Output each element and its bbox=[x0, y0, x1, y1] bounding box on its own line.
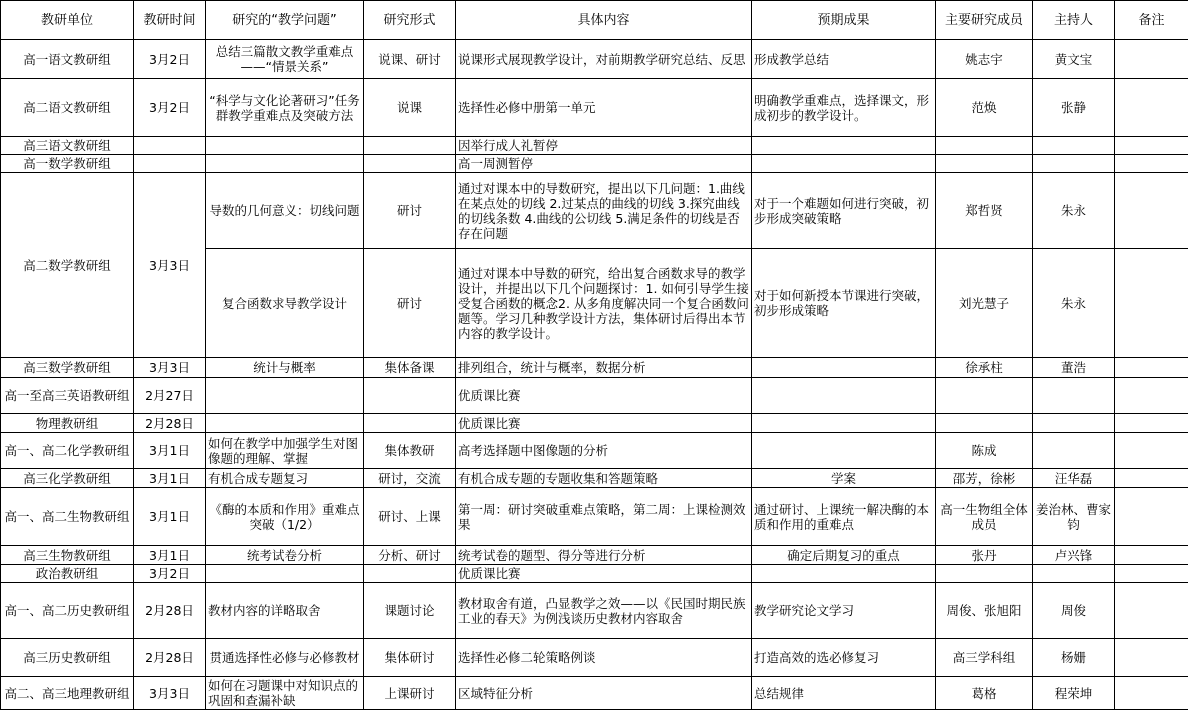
cell-unit: 高一、高二历史教研组 bbox=[1, 583, 134, 639]
cell-result: 教学研究论文学习 bbox=[752, 583, 936, 639]
cell-content: 高考选择题中图像题的分析 bbox=[456, 433, 752, 469]
cell-content: 选择性必修中册第一单元 bbox=[456, 79, 752, 137]
cell-members: 郑哲贤 bbox=[936, 173, 1033, 249]
cell-problem: 总结三篇散文教学重难点——“情景关系” bbox=[206, 40, 364, 79]
cell-members bbox=[936, 414, 1033, 433]
cell-time: 3月1日 bbox=[134, 469, 206, 488]
table-row bbox=[1, 469, 1188, 488]
cell-unit: 物理教研组 bbox=[1, 414, 134, 433]
cell-time: 2月28日 bbox=[134, 583, 206, 639]
cell-note bbox=[1115, 358, 1188, 378]
table-row bbox=[1, 414, 1188, 433]
cell-time: 3月3日 bbox=[134, 173, 206, 358]
cell-result bbox=[752, 137, 936, 155]
cell-host: 朱永 bbox=[1033, 249, 1115, 358]
cell-form: 研讨 bbox=[364, 249, 456, 358]
cell-note bbox=[1115, 488, 1188, 546]
cell-host bbox=[1033, 565, 1115, 583]
cell-members bbox=[936, 137, 1033, 155]
cell-members bbox=[936, 565, 1033, 583]
cell-unit: 高一至高三英语教研组 bbox=[1, 378, 134, 414]
cell-host: 卢兴锋 bbox=[1033, 546, 1115, 565]
cell-result bbox=[752, 155, 936, 173]
cell-members: 姚志宇 bbox=[936, 40, 1033, 79]
cell-form: 说课、研讨 bbox=[364, 40, 456, 79]
cell-time: 3月2日 bbox=[134, 565, 206, 583]
cell-result bbox=[752, 414, 936, 433]
table-row bbox=[1, 565, 1188, 583]
cell-members bbox=[936, 378, 1033, 414]
cell-note bbox=[1115, 433, 1188, 469]
cell-problem: 《酶的本质和作用》重难点突破（1/2） bbox=[206, 488, 364, 546]
cell-unit: 政治教研组 bbox=[1, 565, 134, 583]
cell-note bbox=[1115, 583, 1188, 639]
table-row bbox=[1, 40, 1188, 79]
table-row bbox=[1, 639, 1188, 677]
cell-content: 教材取舍有道，凸显教学之效——以《民国时期民族工业的春天》为例浅谈历史教材内容取舍 bbox=[456, 583, 752, 639]
cell-unit: 高一、高二化学教研组 bbox=[1, 433, 134, 469]
cell-host: 黄文宝 bbox=[1033, 40, 1115, 79]
cell-note bbox=[1115, 565, 1188, 583]
cell-time bbox=[134, 137, 206, 155]
table-row bbox=[1, 546, 1188, 565]
cell-content: 说课形式展现教学设计，对前期教学研究总结、反思 bbox=[456, 40, 752, 79]
cell-host: 董浩 bbox=[1033, 358, 1115, 378]
cell-problem bbox=[206, 155, 364, 173]
cell-result: 学案 bbox=[752, 469, 936, 488]
cell-result: 总结规律 bbox=[752, 677, 936, 710]
cell-content: 排列组合，统计与概率，数据分析 bbox=[456, 358, 752, 378]
cell-members: 周俊、张旭阳 bbox=[936, 583, 1033, 639]
table-row bbox=[1, 173, 1188, 249]
cell-result: 明确教学重难点，选择课文，形成初步的教学设计。 bbox=[752, 79, 936, 137]
cell-form bbox=[364, 137, 456, 155]
cell-time: 3月2日 bbox=[134, 79, 206, 137]
cell-host: 朱永 bbox=[1033, 173, 1115, 249]
cell-members: 陈成 bbox=[936, 433, 1033, 469]
cell-host: 杨姗 bbox=[1033, 639, 1115, 677]
cell-host: 张静 bbox=[1033, 79, 1115, 137]
cell-form bbox=[364, 378, 456, 414]
cell-time: 3月1日 bbox=[134, 546, 206, 565]
header-result: 预期成果 bbox=[752, 1, 936, 40]
cell-form bbox=[364, 414, 456, 433]
cell-note bbox=[1115, 414, 1188, 433]
cell-note bbox=[1115, 677, 1188, 710]
table-row bbox=[1, 583, 1188, 639]
cell-content: 选择性必修二轮策略例谈 bbox=[456, 639, 752, 677]
cell-problem bbox=[206, 137, 364, 155]
header-host: 主持人 bbox=[1033, 1, 1115, 40]
cell-result bbox=[752, 358, 936, 378]
cell-note bbox=[1115, 469, 1188, 488]
cell-unit: 高一、高二生物教研组 bbox=[1, 488, 134, 546]
cell-members: 徐承柱 bbox=[936, 358, 1033, 378]
cell-result: 对于一个难题如何进行突破，初步形成突破策略 bbox=[752, 173, 936, 249]
cell-members: 范焕 bbox=[936, 79, 1033, 137]
cell-form: 集体备课 bbox=[364, 358, 456, 378]
cell-content: 因举行成人礼暂停 bbox=[456, 137, 752, 155]
cell-problem: 导数的几何意义：切线问题 bbox=[206, 173, 364, 249]
cell-note bbox=[1115, 137, 1188, 155]
cell-form: 研讨 bbox=[364, 173, 456, 249]
header-problem: 研究的“教学问题” bbox=[206, 1, 364, 40]
cell-problem: 如何在习题课中对知识点的巩固和查漏补缺 bbox=[206, 677, 364, 710]
cell-form: 集体教研 bbox=[364, 433, 456, 469]
cell-members: 葛格 bbox=[936, 677, 1033, 710]
table-row bbox=[1, 137, 1188, 155]
cell-unit: 高二语文教研组 bbox=[1, 79, 134, 137]
cell-problem: 统计与概率 bbox=[206, 358, 364, 378]
cell-problem: 统考试卷分析 bbox=[206, 546, 364, 565]
cell-note bbox=[1115, 378, 1188, 414]
cell-time: 2月27日 bbox=[134, 378, 206, 414]
cell-members: 高三学科组 bbox=[936, 639, 1033, 677]
cell-host: 周俊 bbox=[1033, 583, 1115, 639]
cell-problem: 如何在教学中加强学生对图像题的理解、掌握 bbox=[206, 433, 364, 469]
cell-content: 优质课比赛 bbox=[456, 565, 752, 583]
cell-members: 邵芳，徐彬 bbox=[936, 469, 1033, 488]
cell-time: 3月3日 bbox=[134, 677, 206, 710]
header-members: 主要研究成员 bbox=[936, 1, 1033, 40]
cell-form: 上课研讨 bbox=[364, 677, 456, 710]
header-content: 具体内容 bbox=[456, 1, 752, 40]
cell-form: 集体研讨 bbox=[364, 639, 456, 677]
cell-unit: 高二数学教研组 bbox=[1, 173, 134, 358]
cell-content: 统考试卷的题型、得分等进行分析 bbox=[456, 546, 752, 565]
cell-host: 姜治林、曹家钧 bbox=[1033, 488, 1115, 546]
cell-content: 优质课比赛 bbox=[456, 378, 752, 414]
cell-unit: 高三数学教研组 bbox=[1, 358, 134, 378]
cell-note bbox=[1115, 249, 1188, 358]
cell-time: 3月1日 bbox=[134, 488, 206, 546]
cell-content: 通过对课本中导数的研究，给出复合函数求导的教学设计，并提出以下几个问题探讨：1. 如何引导学生接受复合函数的概念2. 从多角度解决同一个复合函数问题等。学习几种教学设计方法，集体研讨后得出本节内容的教学设计。 bbox=[456, 249, 752, 358]
cell-time: 2月28日 bbox=[134, 414, 206, 433]
cell-result bbox=[752, 378, 936, 414]
cell-form: 分析、研讨 bbox=[364, 546, 456, 565]
cell-form: 研讨、上课 bbox=[364, 488, 456, 546]
cell-unit: 高二、高三地理教研组 bbox=[1, 677, 134, 710]
cell-result bbox=[752, 433, 936, 469]
cell-host: 程荣坤 bbox=[1033, 677, 1115, 710]
cell-result: 通过研讨、上课统一解决酶的本质和作用的重难点 bbox=[752, 488, 936, 546]
header-form: 研究形式 bbox=[364, 1, 456, 40]
cell-problem: 复合函数求导教学设计 bbox=[206, 249, 364, 358]
cell-time: 3月1日 bbox=[134, 433, 206, 469]
cell-form: 课题讨论 bbox=[364, 583, 456, 639]
cell-host bbox=[1033, 155, 1115, 173]
cell-host bbox=[1033, 137, 1115, 155]
cell-result: 打造高效的选必修复习 bbox=[752, 639, 936, 677]
cell-content: 高一周测暂停 bbox=[456, 155, 752, 173]
cell-unit: 高三化学教研组 bbox=[1, 469, 134, 488]
cell-unit: 高三语文教研组 bbox=[1, 137, 134, 155]
cell-time: 2月28日 bbox=[134, 639, 206, 677]
cell-members: 刘光慧子 bbox=[936, 249, 1033, 358]
header-unit: 教研单位 bbox=[1, 1, 134, 40]
cell-problem bbox=[206, 414, 364, 433]
table-row bbox=[1, 433, 1188, 469]
cell-host bbox=[1033, 414, 1115, 433]
cell-content: 有机合成专题的专题收集和答题策略 bbox=[456, 469, 752, 488]
table-row bbox=[1, 488, 1188, 546]
cell-form bbox=[364, 565, 456, 583]
cell-members: 张丹 bbox=[936, 546, 1033, 565]
cell-unit: 高一语文教研组 bbox=[1, 40, 134, 79]
table-row bbox=[1, 358, 1188, 378]
cell-unit: 高一数学教研组 bbox=[1, 155, 134, 173]
cell-unit: 高三历史教研组 bbox=[1, 639, 134, 677]
cell-note bbox=[1115, 79, 1188, 137]
cell-problem: 有机合成专题复习 bbox=[206, 469, 364, 488]
cell-result bbox=[752, 565, 936, 583]
header-row bbox=[1, 1, 1188, 40]
header-note: 备注 bbox=[1115, 1, 1188, 40]
cell-result: 对于如何新授本节课进行突破，初步形成策略 bbox=[752, 249, 936, 358]
cell-note bbox=[1115, 40, 1188, 79]
cell-note bbox=[1115, 173, 1188, 249]
table-row bbox=[1, 677, 1188, 710]
cell-problem: 贯通选择性必修与必修教材 bbox=[206, 639, 364, 677]
table-row bbox=[1, 378, 1188, 414]
cell-note bbox=[1115, 155, 1188, 173]
cell-members: 高一生物组全体成员 bbox=[936, 488, 1033, 546]
cell-content: 第一周：研讨突破重难点策略，第二周：上课检测效果 bbox=[456, 488, 752, 546]
cell-host: 汪华磊 bbox=[1033, 469, 1115, 488]
cell-problem: 教材内容的详略取舍 bbox=[206, 583, 364, 639]
cell-unit: 高三生物教研组 bbox=[1, 546, 134, 565]
cell-time: 3月2日 bbox=[134, 40, 206, 79]
cell-time: 3月3日 bbox=[134, 358, 206, 378]
cell-time bbox=[134, 155, 206, 173]
cell-form: 说课 bbox=[364, 79, 456, 137]
cell-note bbox=[1115, 546, 1188, 565]
table-row bbox=[1, 155, 1188, 173]
cell-members bbox=[936, 155, 1033, 173]
cell-form: 研讨，交流 bbox=[364, 469, 456, 488]
cell-result: 形成教学总结 bbox=[752, 40, 936, 79]
cell-problem: “科学与文化论著研习”任务群教学重难点及突破方法 bbox=[206, 79, 364, 137]
cell-problem bbox=[206, 565, 364, 583]
cell-content: 通过对课本中的导数研究，提出以下几问题：1.曲线在某点处的切线 2.过某点的曲线的切线 3.探究曲线的切线条数 4.曲线的公切线 5.满足条件的切线是否存在问题 bbox=[456, 173, 752, 249]
cell-problem bbox=[206, 378, 364, 414]
cell-content: 区域特征分析 bbox=[456, 677, 752, 710]
cell-content: 优质课比赛 bbox=[456, 414, 752, 433]
cell-form bbox=[364, 155, 456, 173]
cell-host bbox=[1033, 378, 1115, 414]
header-time: 教研时间 bbox=[134, 1, 206, 40]
table-row bbox=[1, 79, 1188, 137]
cell-result: 确定后期复习的重点 bbox=[752, 546, 936, 565]
cell-host bbox=[1033, 433, 1115, 469]
cell-note bbox=[1115, 639, 1188, 677]
